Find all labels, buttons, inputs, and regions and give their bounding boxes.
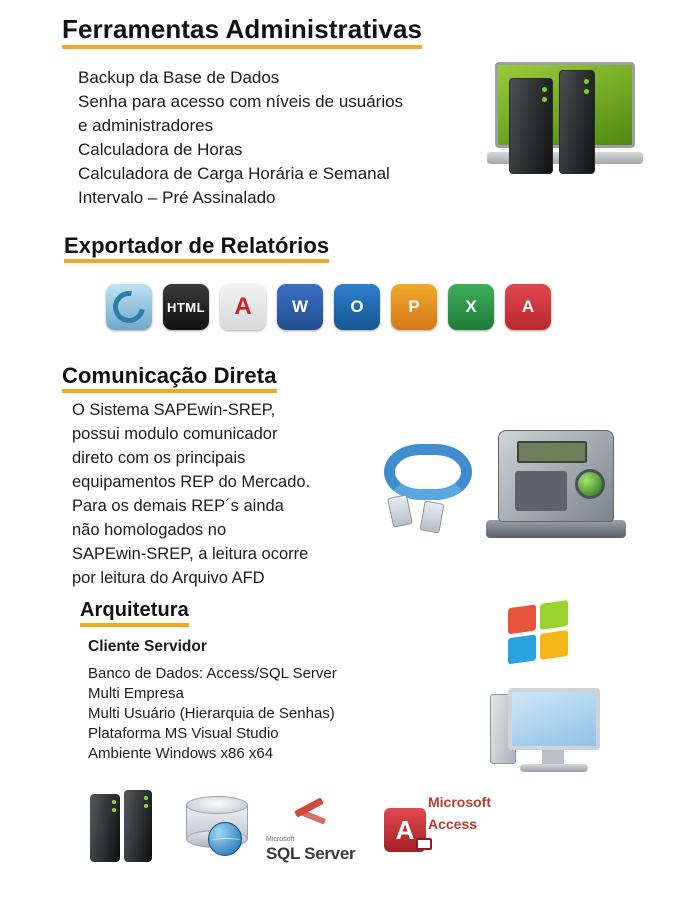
- rep-clock-base: [486, 520, 626, 538]
- list-item: Multi Empresa: [88, 685, 184, 702]
- admin-tools-list: [78, 66, 478, 210]
- rep-display: [517, 441, 587, 463]
- list-item: Multi Usuário (Hierarquia de Senhas): [88, 705, 335, 722]
- export-format-icons: [106, 284, 551, 330]
- list-item: Ambiente Windows x86 x64: [88, 745, 274, 762]
- desktop-computer-icon: [490, 688, 600, 783]
- arquitetura-subtitle: Cliente Servidor: [88, 638, 207, 655]
- monitor-foot: [520, 764, 588, 772]
- rj45-plug-icon: [420, 500, 445, 533]
- powerpoint-icon-label: P: [408, 297, 420, 316]
- outlook-icon[interactable]: [334, 284, 380, 330]
- pdf-icon-label: A: [234, 293, 252, 320]
- access-tile-icon: [384, 808, 426, 852]
- pdf-icon[interactable]: [220, 284, 266, 330]
- server-tower-icon: [509, 78, 553, 174]
- excel-icon-label: X: [465, 297, 477, 316]
- arquitetura-list: [88, 664, 418, 764]
- paragraph-line: O Sistema SAPEwin-SREP,: [72, 401, 276, 419]
- list-item: Senha para acesso com níveis de usuários: [78, 92, 404, 111]
- rep-biometric-reader: [575, 469, 605, 499]
- monitor-stand: [542, 750, 564, 764]
- rep-keypad: [515, 471, 567, 511]
- microsoft-access-logo: [384, 790, 494, 866]
- heading-comunicacao-direta: Comunicação Direta: [62, 364, 277, 393]
- windows-logo-icon: [508, 600, 570, 667]
- html-icon-label: HTML: [166, 299, 206, 315]
- comunicacao-paragraph: [72, 398, 362, 590]
- paragraph-line: equipamentos REP do Mercado.: [72, 473, 311, 491]
- heading-ferramentas-administrativas: Ferramentas Administrativas: [62, 16, 422, 49]
- paragraph-line: possui modulo comunicador: [72, 425, 278, 443]
- monitor-screen: [508, 688, 600, 750]
- technology-logos-row: [86, 790, 491, 870]
- paragraph-line: direto com os principais: [72, 449, 246, 467]
- access-product-label: Access: [428, 816, 478, 832]
- heading-exportador-relatorios: Exportador de Relatórios: [64, 234, 329, 263]
- database-servers-icon: [86, 790, 164, 866]
- rep-communication-illustration: [378, 424, 648, 554]
- list-item: Intervalo – Pré Assinalado: [78, 188, 276, 207]
- list-item: Plataforma MS Visual Studio: [88, 725, 279, 742]
- paragraph-line: não homologados no: [72, 521, 227, 539]
- list-item: e administradores: [78, 116, 214, 135]
- paragraph-line: por leitura do Arquivo AFD: [72, 569, 265, 587]
- database-globe-icon: [186, 796, 248, 858]
- sql-vendor-label: Microsoft: [266, 836, 295, 843]
- sql-product-label: SQL Server: [266, 844, 356, 863]
- paragraph-line: SAPEwin-SREP, a leitura ocorre: [72, 545, 309, 563]
- outlook-icon-label: O: [350, 297, 364, 316]
- network-cable-icon: [384, 444, 472, 500]
- rep-time-clock-icon: [498, 430, 614, 522]
- powerpoint-icon[interactable]: [391, 284, 437, 330]
- server-tower-icon: [559, 70, 595, 174]
- word-icon-label: W: [291, 297, 309, 316]
- list-item: Calculadora de Carga Horária e Semanal: [78, 164, 390, 183]
- list-item: Banco de Dados: Access/SQL Server: [88, 665, 337, 682]
- rj45-plug-icon: [387, 494, 413, 528]
- paragraph-line: Para os demais REP´s ainda: [72, 497, 284, 515]
- access-icon-label: A: [521, 297, 535, 316]
- list-item: Calculadora de Horas: [78, 140, 243, 159]
- excel-icon[interactable]: [448, 284, 494, 330]
- internet-explorer-icon[interactable]: [106, 284, 152, 330]
- access-tile-letter: A: [395, 814, 415, 845]
- access-icon[interactable]: [505, 284, 551, 330]
- sql-server-mark-icon: [290, 798, 332, 832]
- html-icon[interactable]: [163, 284, 209, 330]
- heading-arquitetura: Arquitetura: [80, 600, 189, 627]
- server-laptop-illustration: [487, 56, 652, 191]
- access-vendor-label: Microsoft: [428, 794, 491, 810]
- list-item: Backup da Base de Dados: [78, 68, 280, 87]
- word-icon[interactable]: [277, 284, 323, 330]
